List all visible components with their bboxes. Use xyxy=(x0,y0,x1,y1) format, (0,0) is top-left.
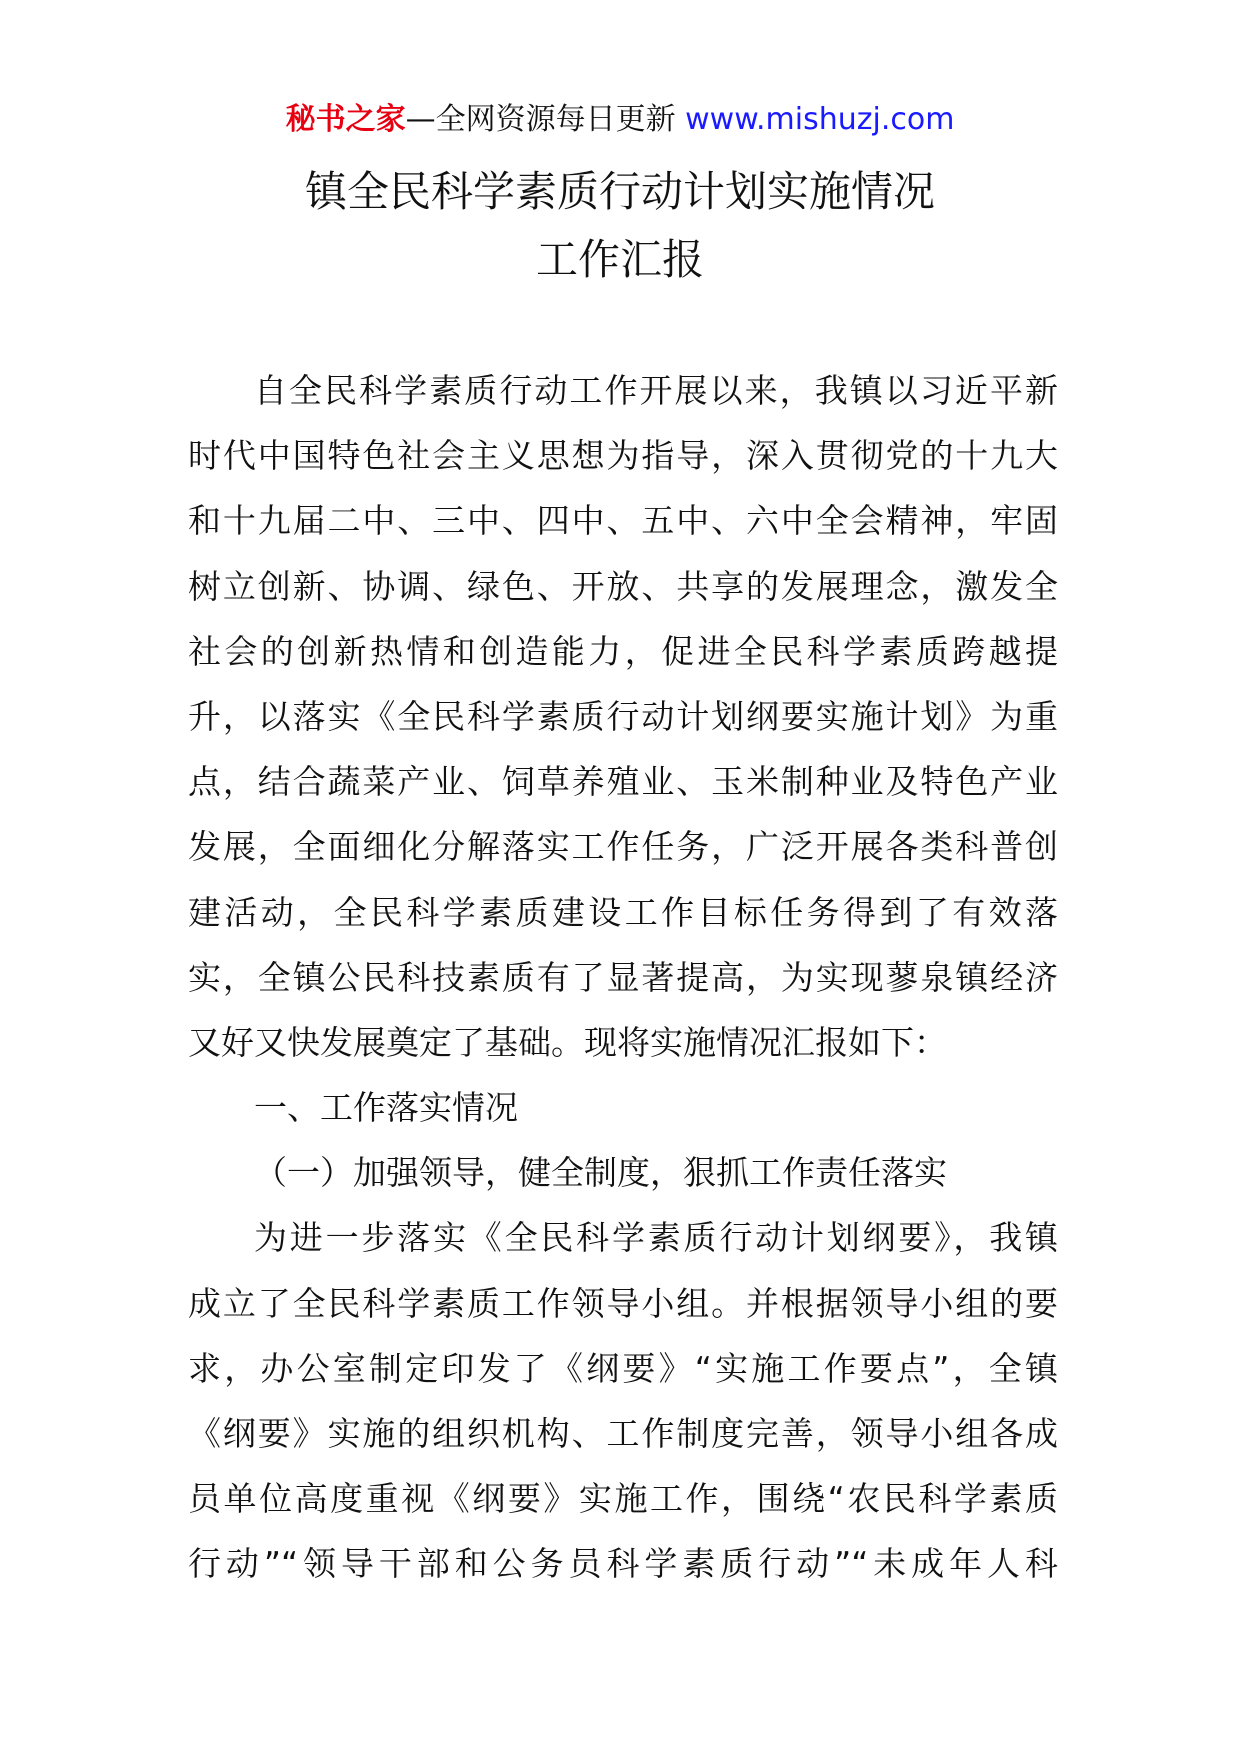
document-body xyxy=(188,358,1058,1597)
document-title-line-2: 工作汇报 xyxy=(535,235,704,284)
body-line: 为进一步落实《全民科学素质行动计划纲要》，我镇 xyxy=(254,1218,1058,1258)
body-line: 求，办公室制定印发了《纲要》“实施工作要点”，全镇 xyxy=(188,1348,1058,1388)
body-line: 社会的创新热情和创造能力，促进全民科学素质跨越提 xyxy=(188,631,1058,671)
body-line: 行动”“领导干部和公务员科学素质行动”“未成年人科 xyxy=(188,1544,1058,1584)
body-line: 升，以落实《全民科学素质行动计划纲要实施计划》为重 xyxy=(188,696,1058,736)
body-line: 成立了全民科学素质工作领导小组。并根据领导小组的要 xyxy=(188,1283,1058,1323)
body-line: 又好又快发展奠定了基础。现将实施情况汇报如下： xyxy=(188,1022,947,1062)
site-header xyxy=(0,100,1240,140)
body-line: 员单位高度重视《纲要》实施工作，围绕“农民科学素质 xyxy=(188,1479,1058,1519)
site-url-link[interactable]: www.mishuzj.com xyxy=(685,102,955,137)
body-line: 时代中国特色社会主义思想为指导，深入贯彻党的十九大 xyxy=(188,436,1058,476)
brand-name: 秘书之家 xyxy=(285,102,406,137)
body-line: 和十九届二中、三中、四中、五中、六中全会精神，牢固 xyxy=(188,501,1058,541)
body-line: 实，全镇公民科技素质有了显著提高，为实现蓼泉镇经济 xyxy=(188,957,1058,997)
body-line: 《纲要》实施的组织机构、工作制度完善，领导小组各成 xyxy=(188,1414,1058,1453)
body-line: 自全民科学素质行动工作开展以来，我镇以习近平新 xyxy=(254,371,1058,410)
body-line: 发展，全面细化分解落实工作任务，广泛开展各类科普创 xyxy=(188,827,1058,867)
header-slogan: —全网资源每日更新 xyxy=(405,102,676,137)
body-line: 建活动，全民科学素质建设工作目标任务得到了有效落 xyxy=(188,892,1058,932)
body-line: 点，结合蔬菜产业、饲草养殖业、玉米制种业及特色产业 xyxy=(188,762,1058,802)
subsection-heading: （一）加强领导，健全制度，狠抓工作责任落实 xyxy=(254,1153,947,1193)
section-heading: 一、工作落实情况 xyxy=(254,1088,518,1128)
document-title-line-1: 镇全民科学素质行动计划实施情况 xyxy=(304,167,935,216)
body-line: 树立创新、协调、绿色、开放、共享的发展理念，激发全 xyxy=(188,566,1058,606)
